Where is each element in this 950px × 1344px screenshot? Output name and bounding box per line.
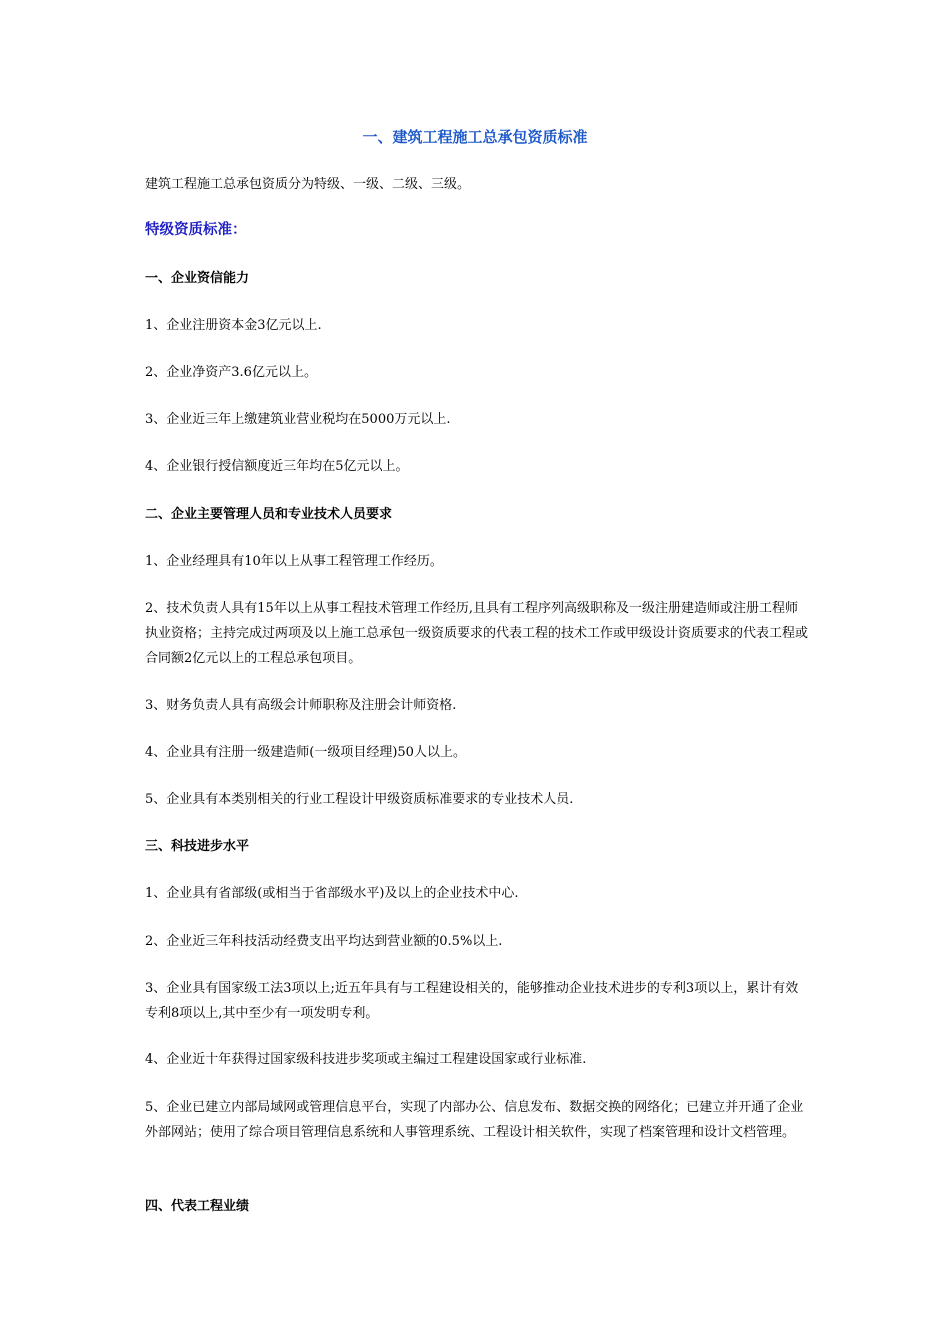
list-item: 4、企业近十年获得过国家级科技进步奖项或主编过工程建设国家或行业标准. xyxy=(145,1052,587,1067)
section-heading-personnel: 二、企业主要管理人员和专业技术人员要求 xyxy=(145,507,393,522)
section-heading-projects: 四、代表工程业绩 xyxy=(145,1199,250,1214)
intro-paragraph: 建筑工程施工总承包资质分为特级、一级、二级、三级。 xyxy=(145,177,471,192)
list-item: 2、企业净资产3.6亿元以上。 xyxy=(145,365,317,380)
list-item: 4、企业银行授信额度近三年均在5亿元以上。 xyxy=(145,459,409,474)
list-item: 2、技术负责人具有15年以上从事工程技术管理工作经历,且具有工程序列高级职称及一级注册建造师或注册工程师执业资格；主持完成过两项及以上施工总承包一级资质要求的代表工程的技术工作或甲级设计资质要求的代表工程或合同额2亿元以上的工程总承包项目。 xyxy=(145,601,809,666)
list-item: 1、企业具有省部级(或相当于省部级水平)及以上的企业技术中心. xyxy=(145,886,519,901)
list-item: 1、企业注册资本金3亿元以上. xyxy=(145,318,322,333)
list-item: 3、企业近三年上缴建筑业营业税均在5000万元以上. xyxy=(145,412,451,427)
list-item: 5、企业已建立内部局域网或管理信息平台，实现了内部办公、信息发布、数据交换的网络化；已建立并开通了企业外部网站；使用了综合项目管理信息系统和人事管理系统、工程设计相关软件，实现了档案管理和设计文档管理。 xyxy=(145,1100,804,1140)
section-heading-technology: 三、科技进步水平 xyxy=(145,839,250,854)
section-heading-credit: 一、企业资信能力 xyxy=(145,271,250,286)
list-item: 3、财务负责人具有高级会计师职称及注册会计师资格. xyxy=(145,698,457,713)
list-item: 3、企业具有国家级工法3项以上;近五年具有与工程建设相关的，能够推动企业技术进步的专利3项以上，累计有效专利8项以上,其中至少有一项发明专利。 xyxy=(145,981,799,1021)
special-grade-subtitle: 特级资质标准： xyxy=(145,222,247,238)
list-item: 2、企业近三年科技活动经费支出平均达到营业额的0.5%以上. xyxy=(145,934,503,949)
list-item: 5、企业具有本类别相关的行业工程设计甲级资质标准要求的专业技术人员. xyxy=(145,792,574,807)
list-item: 4、企业具有注册一级建造师(一级项目经理)50人以上。 xyxy=(145,745,466,760)
list-item: 1、企业经理具有10年以上从事工程管理工作经历。 xyxy=(145,554,443,569)
document-title: 一、建筑工程施工总承包资质标准 xyxy=(362,128,588,146)
